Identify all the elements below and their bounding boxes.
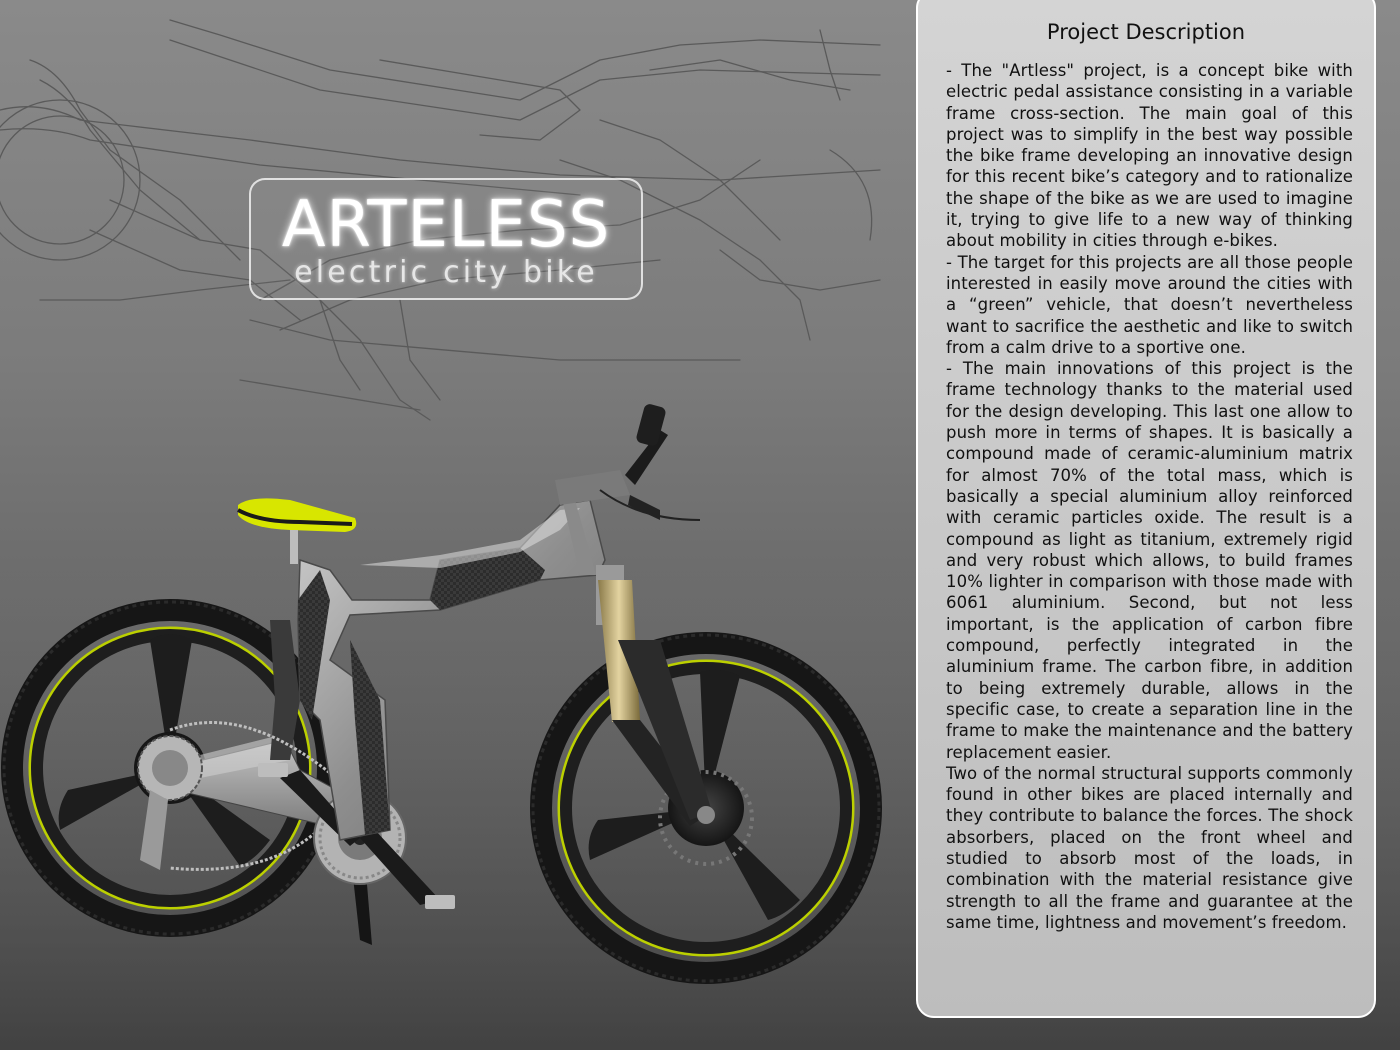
description-paragraph: - The target for this projects are all those people interested in easily move around the cities with a “green” vehicle, that doesn’t nevertheless want to sacrifice the aesthetic and like to switch from a calm drive to a sportive one. bbox=[946, 252, 1353, 357]
title-badge bbox=[249, 178, 643, 300]
description-text bbox=[946, 60, 1353, 933]
product-subtitle: electric city bike bbox=[294, 255, 598, 290]
panel-heading: Project Description bbox=[1046, 20, 1246, 44]
project-description-panel bbox=[916, 0, 1376, 1018]
product-title: ARTELESS bbox=[281, 188, 611, 262]
description-paragraph: Two of the normal structural supports commonly found in other bikes are placed internally and they contribute to balance the forces. The shock absorbers, placed on the front wheel and studied to absorb most of the loads, in combination with the material resistance give strength to all the frame and guarantee at the same time, lightness and movement’s freedom. bbox=[946, 763, 1353, 932]
handlebar bbox=[555, 403, 700, 575]
description-paragraph: - The main innovations of this project is the frame technology thanks to the material used for the design developing. This last one allow to push more in terms of shapes. It is basically a compound made of ceramic-aluminium matrix for almost 70% of the total mass, which is basically a special aluminium alloy reinforced with ceramic particles oxide. The result is a compound as light as titanium, extremely rigid and very robust which allows, to build frames 10% lighter in comparison with those made with 6061 aluminium. Second, but not less important, is the application of carbon fibre compound, perfectly integrated in the aluminium frame. The carbon fibre, in addition to being extremely durable, allows in the specific case, to create a separation line in the frame to make the maintenance and the battery replacement easier. bbox=[946, 359, 1353, 762]
description-paragraph: - The "Artless" project, is a concept bike with electric pedal assistance consisting in a variable frame cross-section. The main goal of this project was to simplify in the best way possible the bike frame developing an innovative design for this recent bike’s category and to rationalize the shape of the bike as we are used to imagine it, trying to give life to a new way of thinking about mobility in cities through e-bikes. bbox=[946, 61, 1353, 251]
saddle bbox=[238, 498, 356, 564]
